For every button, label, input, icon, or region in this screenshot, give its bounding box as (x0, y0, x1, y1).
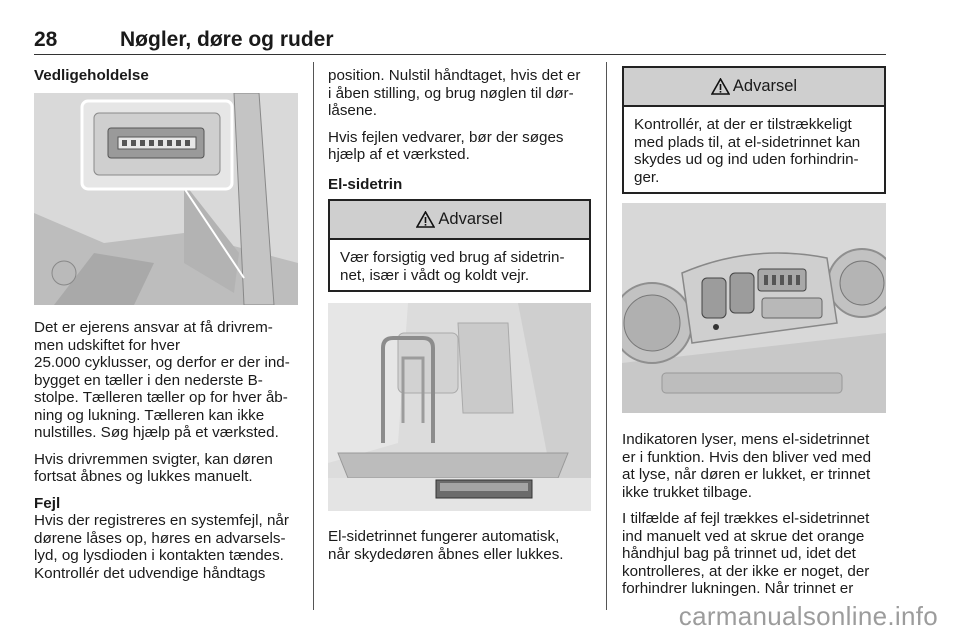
warning-title: Advarsel (438, 210, 503, 228)
figure-b-pillar-counter (34, 93, 298, 305)
paragraph-belt-failure: Hvis drivremmen svigter, kan døren fortsat åbnes og lukkes manuelt. (34, 450, 273, 485)
section-heading-electric-step: El-sidetrin (328, 175, 403, 193)
section-heading-maintenance: Vedligeholdelse (34, 67, 149, 84)
paragraph-maintenance: Det er ejerens ansvar at få drivrem- men udskiftet for hver 25.000 cyklusser, og derfor er der ind- bygget en tæller i den nederste B- stolpe. Tælleren tæller op for hver åb- ning og lukning. Tælleren kan ikke nulstilles. Søg hjælp på et værksted. (34, 319, 290, 441)
column-3-text (622, 431, 892, 607)
side-step-illustration (328, 303, 591, 511)
column-2-text-bottom (328, 528, 596, 572)
warning-box-clearance (622, 66, 886, 194)
paragraph-workshop: Hvis fejlen vedvarer, bør der søges hjælp af et værksted. (328, 128, 564, 163)
warning-text: Kontrollér, at der er tilstrækkeligt med plads til, at el-sidetrinnet kan skydes ud og ind uden forhindrin- ger. (634, 116, 861, 186)
paragraph-manual-retract: I tilfælde af fejl trækkes el-sidetrinnet ind manuelt ved at skrue det orange håndhjul bag på trinnet ud, idet det kontrolleres, at der ikke er noget, der forhindrer lukningen. Når trinnet er (622, 510, 870, 597)
figure-dashboard-switch (622, 203, 886, 413)
paragraph-step-automatic: El-sidetrinnet fungerer automatisk, når skydedøren åbnes eller lukkes. (328, 528, 564, 563)
paragraph-reset-handle: position. Nulstil håndtaget, hvis det er i åben stilling, og brug nøglen til dør- låsene. (328, 67, 581, 119)
b-pillar-illustration (34, 93, 298, 305)
figure-electric-side-step (328, 303, 591, 511)
column-divider-1 (313, 62, 314, 610)
warning-header (624, 68, 884, 107)
column-2-text-top (328, 67, 596, 201)
page-header (34, 26, 886, 55)
paragraph-fault: Hvis der registreres en systemfejl, når dørene låses op, høres en advarsels- lyd, og lysdioden i kontakten tændes. Kontrollér det udvendige håndtags (34, 512, 289, 582)
warning-triangle-icon (416, 211, 435, 228)
warning-header (330, 201, 589, 240)
warning-title: Advarsel (732, 77, 798, 95)
warning-triangle-icon (711, 78, 730, 95)
column-1-text (34, 319, 302, 591)
warning-text: Vær forsigtig ved brug af sidetrin- net, især i vådt og koldt vejr. (340, 249, 565, 284)
watermark: carmanualsonline.info (678, 601, 938, 631)
column-divider-2 (606, 62, 607, 610)
warning-box-step-caution (328, 199, 591, 292)
column-1 (34, 67, 302, 93)
page-number: 28 (34, 28, 58, 51)
section-heading-fault: Fejl (34, 494, 61, 512)
page-title: Nøgler, døre og ruder (120, 28, 334, 51)
dashboard-switch-illustration (622, 203, 886, 413)
paragraph-indicator: Indikatoren lyser, mens el-sidetrinnet er i funktion. Hvis den bliver ved med at lyse, når døren er lukket, er trinnet ikke trukket tilbage. (622, 431, 872, 501)
